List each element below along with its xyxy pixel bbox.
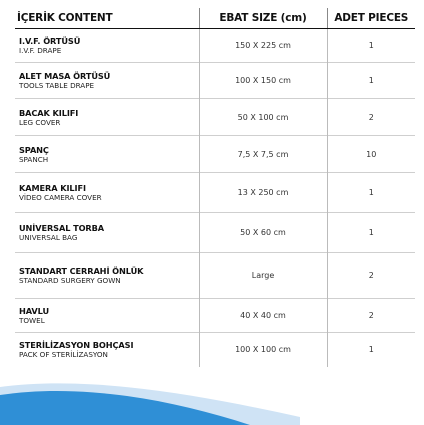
pieces-cell: 1	[327, 29, 415, 63]
size-cell: 50 X 100 cm	[199, 99, 327, 136]
item-name-tr: KAMERA KILIFI	[19, 183, 86, 193]
item-name-en: TOWEL	[19, 316, 45, 325]
pieces-cell: 2	[327, 299, 415, 333]
item-cell	[15, 213, 199, 253]
item-cell	[15, 333, 199, 367]
item-name-en: I.V.F. DRAPE	[19, 46, 62, 55]
table-row	[15, 63, 415, 99]
table-row	[15, 333, 415, 367]
item-cell	[15, 173, 199, 213]
item-cell	[15, 63, 199, 99]
size-cell: 100 X 150 cm	[199, 63, 327, 99]
table-row	[15, 29, 415, 63]
pieces-cell: 1	[327, 173, 415, 213]
item-name-en: PACK OF STERİLİZASYON	[19, 350, 108, 360]
size-cell: 100 X 100 cm	[199, 333, 327, 367]
item-name-tr: UNİVERSAL TORBA	[19, 223, 105, 233]
size-cell: 7,5 X 7,5 cm	[199, 136, 327, 173]
item-name-en: LEG COVER	[19, 117, 61, 127]
pieces-cell: 2	[327, 99, 415, 136]
pieces-cell: 1	[327, 63, 415, 99]
pieces-cell: 1	[327, 333, 415, 367]
item-cell	[15, 136, 199, 173]
item-name-tr: STERİLİZASYON BOHÇASI	[19, 340, 134, 351]
table-row	[15, 299, 415, 333]
table-row	[15, 136, 415, 173]
item-name-tr: BACAK KILIFI	[19, 107, 79, 118]
item-name-en: UNIVERSAL BAG	[19, 233, 78, 242]
pieces-cell: 2	[327, 253, 415, 299]
pieces-cell: 10	[327, 136, 415, 173]
item-cell	[15, 253, 199, 299]
pieces-cell: 1	[327, 213, 415, 253]
table-row	[15, 253, 415, 299]
item-name-en: TOOLS TABLE DRAPE	[19, 81, 95, 90]
item-name-en: VİDEO CAMERA COVER	[19, 193, 102, 202]
item-name-tr: ALET MASA ÖRTÜSÜ	[19, 71, 111, 81]
table-row	[15, 213, 415, 253]
item-name-tr: STANDART CERRAHİ ÖNLÜK	[19, 266, 144, 276]
item-name-tr: I.V.F. ÖRTÜSÜ	[19, 36, 81, 46]
table-row	[15, 99, 415, 136]
item-cell	[15, 299, 199, 333]
size-cell: Large	[199, 253, 327, 299]
size-cell: 13 X 250 cm	[199, 173, 327, 213]
item-name-en: SPANCH	[19, 154, 49, 164]
item-name-tr: HAVLU	[19, 306, 50, 316]
size-cell: 40 X 40 cm	[199, 299, 327, 333]
contents-table	[15, 8, 415, 367]
decorative-wave	[0, 365, 424, 425]
item-name-tr: SPANÇ	[19, 144, 49, 155]
table-row	[15, 173, 415, 213]
size-cell: 150 X 225 cm	[199, 29, 327, 63]
table-header-row	[15, 8, 415, 29]
header-pieces: ADET PIECES	[327, 8, 415, 29]
header-content: İÇERİK CONTENT	[15, 8, 199, 29]
item-cell	[15, 29, 199, 63]
header-size: EBAT SIZE (cm)	[199, 8, 327, 29]
item-cell	[15, 99, 199, 136]
size-cell: 50 X 60 cm	[199, 213, 327, 253]
item-name-en: STANDARD SURGERY GOWN	[19, 276, 121, 285]
